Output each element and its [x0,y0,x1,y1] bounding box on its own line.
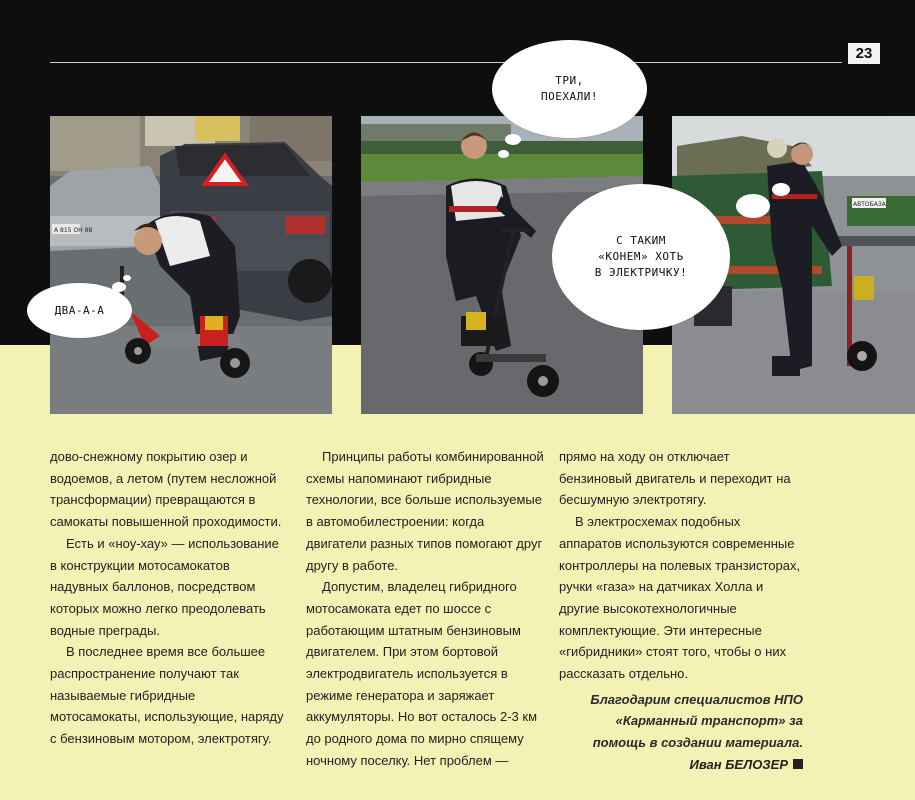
bubble-tail-dot [112,282,126,292]
speech-bubble-tri [492,40,647,138]
text-column-2 [306,446,544,772]
bubble-tail-dot [498,150,509,158]
paragraph: дово-снежному покрытию озер и водоемов, а летом (путем несложной трансформации) превращаются в самокаты повышенной проходимости. [50,449,282,530]
text-column-1 [50,446,288,750]
paragraph: Есть и «ноу-хау» — использование в конструкции мотосамокатов надувных баллонов, посредством которых можно легко преодолевать водные преграды. [50,535,279,638]
bubble-line: ТРИ, [555,74,584,88]
paragraph: В последнее время все большее распространение получают так называемые гибридные мотосамокаты, использующие, наряду с бензиновым мотором, электротягу. [50,644,284,747]
bubble-text-dva: ДВА-А-А [54,303,105,317]
paragraph: Принципы работы комбинированной схемы напоминают гибридные технологии, все больше используемые в автомобилестроении: когда двигатели разных типов помогают друг другу в работе. [306,449,544,573]
acknowledgement: Благодарим специалистов НПО «Карманный транспорт» за помощь в создании материала. [590,691,803,751]
author-byline [559,754,803,776]
end-mark-icon [793,759,803,769]
bubble-line: С ТАКИМ [616,234,666,248]
paragraph: Допустим, владелец гибридного мотосамоката едет по шоссе с работающим штатным бензиновым двигателем. При этом бортовой электродвигатель используется в режиме генератора и заряжает аккумуляторы. Но вот осталось 2-3 км до родного дома по мирно спящему ночному поселку. Нет проблем — [306,579,538,768]
paragraph: В электросхемах подобных аппаратов используются современные контроллеры на полевых транзисторах, ручки «газа» на датчиках Холла и другие высокотехнологичные комплектующие. Эти интересные «гибридники» стоят того, чтобы о них рассказать отдельно. [559,514,801,682]
text-column-3 [559,446,803,776]
bubble-line: В ЭЛЕКТРИЧКУ! [594,265,688,279]
header-rule [50,62,842,63]
bubble-tail-dot [772,183,790,196]
bubble-line: ПОЕХАЛИ! [541,90,598,103]
bubble-tail-dot [505,134,521,145]
bubble-text-tri [541,73,598,105]
bubble-line: «КОНЕМ» ХОТЬ [598,250,684,264]
speech-bubble-konem [552,184,730,330]
bubble-tail-dot [123,275,131,281]
paragraph: прямо на ходу он отключает бензиновый двигатель и переходит на бесшумную электротягу. [559,449,791,508]
photo-scooter-by-car [50,116,332,414]
bubble-text-konem [595,233,688,281]
license-plate: А 815 ОН 98 [54,227,93,234]
road-sign: АВТОБАЗА [853,201,886,208]
author-name: Иван БЕЛОЗЕР [689,756,788,772]
bubble-tail-dot [736,194,770,218]
page-number: 23 [848,43,880,64]
